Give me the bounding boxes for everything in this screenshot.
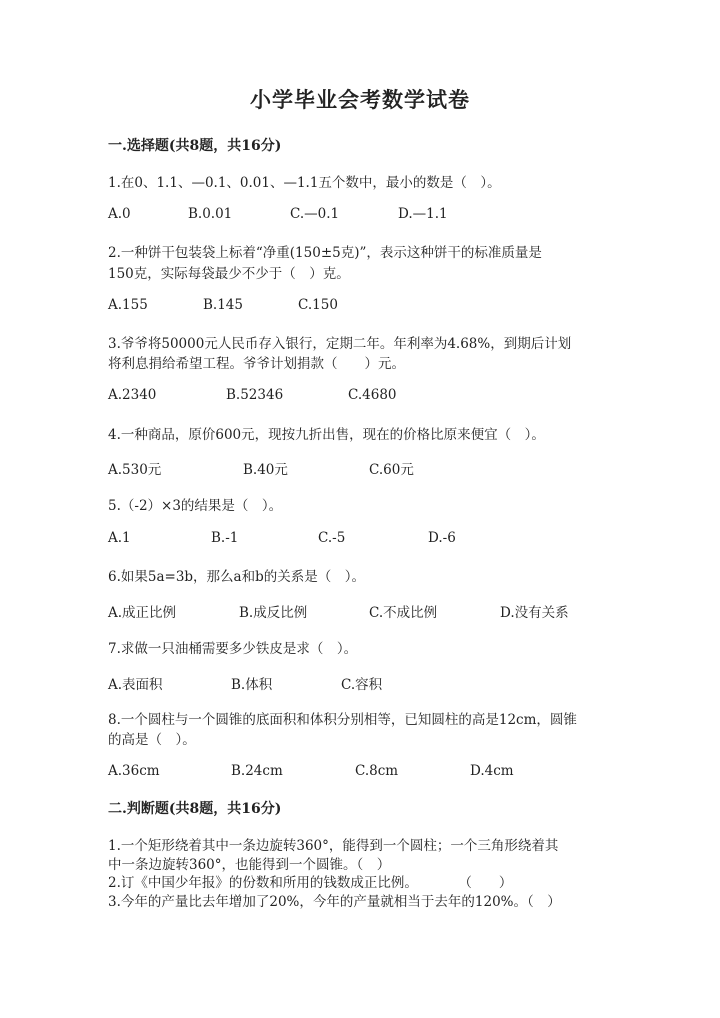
option: B.-1 xyxy=(211,530,239,546)
option: D.没有关系 xyxy=(500,605,569,621)
option: A.2340 xyxy=(108,387,157,403)
option: B.40元 xyxy=(243,462,288,478)
option: B.体积 xyxy=(231,677,273,693)
option: C.-5 xyxy=(318,530,346,546)
option: B.145 xyxy=(203,297,243,313)
section-heading-choice: 一.选择题(共8题，共16分) xyxy=(108,138,282,154)
option: C.—0.1 xyxy=(290,206,340,222)
option: A.表面积 xyxy=(108,677,163,693)
question-text: 2.一种饼干包装袋上标着“净重(150±5克)”，表示这种饼干的标准质量是 xyxy=(108,245,542,261)
option: A.1 xyxy=(108,530,131,546)
option: A.0 xyxy=(108,206,131,222)
option: D.-6 xyxy=(428,530,456,546)
option: B.成反比例 xyxy=(239,605,308,621)
option: C.8cm xyxy=(355,763,399,779)
statement-text: 中一条边旋转360°，也能得到一个圆锥。（ ） xyxy=(108,857,391,873)
question-text: 的高是（ ）。 xyxy=(108,732,196,748)
option: A.155 xyxy=(108,297,148,313)
question-text: 6.如果5a=3b，那么a和b的关系是（ ）。 xyxy=(108,569,366,585)
question-text: 7.求做一只油桶需要多少铁皮是求（ ）。 xyxy=(108,641,358,657)
option: D.4cm xyxy=(470,763,514,779)
option: C.4680 xyxy=(348,387,397,403)
option: A.成正比例 xyxy=(108,605,177,621)
question-text: 5.（-2）×3的结果是（ ）。 xyxy=(108,498,283,514)
question-text: 1.在0、1.1、—0.1、0.01、—1.1五个数中，最小的数是（ ）。 xyxy=(108,175,501,191)
statement-text: 2.订《中国少年报》的份数和所用的钱数成正比例。 （ ） xyxy=(108,875,513,891)
page-title: 小学毕业会考数学试卷 xyxy=(250,87,470,112)
question-text: 3.爷爷将50000元人民币存入银行，定期二年。年利率为4.68%，到期后计划 xyxy=(108,336,572,352)
question-text: 4.一种商品，原价600元，现按九折出售，现在的价格比原来便宜（ ）。 xyxy=(108,427,545,443)
option: C.150 xyxy=(298,297,338,313)
option: C.60元 xyxy=(369,462,414,478)
option: B.24cm xyxy=(231,763,283,779)
question-text: 150克，实际每袋最少不少于（ ）克。 xyxy=(108,266,350,282)
option: B.52346 xyxy=(226,387,284,403)
question-text: 将利息捐给希望工程。爷爷计划捐款（ ）元。 xyxy=(108,356,405,372)
option: C.容积 xyxy=(341,677,383,693)
section-heading-judgment: 二.判断题(共8题，共16分) xyxy=(108,801,282,817)
statement-text: 3.今年的产量比去年增加了20%，今年的产量就相当于去年的120%。（ ） xyxy=(108,894,561,910)
option: C.不成比例 xyxy=(369,605,438,621)
question-text: 8.一个圆柱与一个圆锥的底面积和体积分别相等，已知圆柱的高是12cm，圆锥 xyxy=(108,712,577,728)
option: B.0.01 xyxy=(188,206,233,222)
statement-text: 1.一个矩形绕着其中一条边旋转360°，能得到一个圆柱；一个三角形绕着其 xyxy=(108,838,559,854)
option: D.—1.1 xyxy=(398,206,448,222)
option: A.36cm xyxy=(108,763,160,779)
option: A.530元 xyxy=(108,462,162,478)
